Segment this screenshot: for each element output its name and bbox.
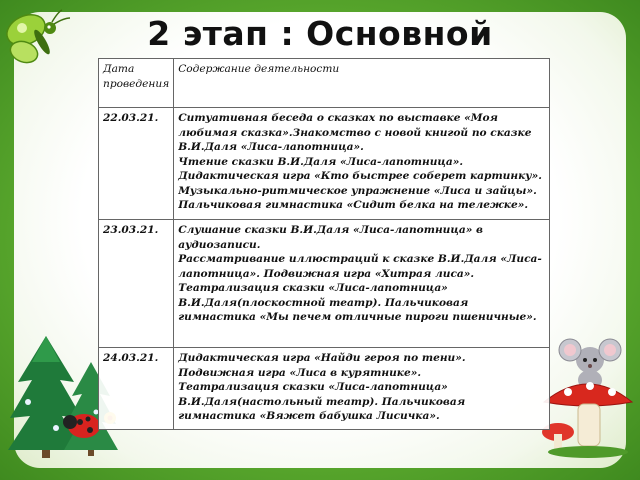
row-date: 23.03.21. xyxy=(99,220,174,348)
activity-line: Дидактическая игра «Найди героя по тени». xyxy=(178,352,466,364)
header-date: Дата проведения xyxy=(99,59,174,108)
activity-line: Ситуативная беседа о сказках по выставке «Моя любимая сказка».Знакомство с новой книгой по сказке В.И.Даля «Лиса-лапотница». xyxy=(178,112,532,153)
table-header-row xyxy=(99,59,550,108)
activity-line: Слушание сказки В.И.Даля «Лиса-лапотница» в аудиозаписи. xyxy=(178,224,484,251)
activity-line: Дидактическая игра «Кто быстрее соберет картинку». Музыкально-ритмическое упражнение «Лиса и зайцы». Пальчиковая гимнастика «Сидит белка на тележке». xyxy=(178,170,542,211)
mouse-on-mushroom-illustration xyxy=(540,336,636,460)
row-date: 22.03.21. xyxy=(99,108,174,220)
table-row xyxy=(99,220,550,348)
activity-line: Театрализация сказки «Лиса-лапотница» В.И.Даля(настольный театр). Пальчиковая гимнастика «Вяжет бабушка Лисичка». xyxy=(178,381,466,422)
activity-line: Подвижная игра «Лиса в курятнике». xyxy=(178,366,422,379)
slide-title: 2 этап : Основной xyxy=(147,14,493,53)
row-content xyxy=(174,220,550,348)
activity-plan-table xyxy=(98,58,550,430)
activity-line: Рассматривание иллюстраций к сказке В.И.Даля «Лиса-лапотница». Подвижная игра «Хитрая лиса». Театрализация сказки «Лиса-лапотница» В.И.Даля(плоскостной театр). Пальчиковая гимнастика «Мы печем отличные пироги пшеничные». xyxy=(178,253,542,323)
table-row xyxy=(99,108,550,220)
row-content xyxy=(174,108,550,220)
table-row xyxy=(99,348,550,430)
activity-line: Чтение сказки В.И.Даля «Лиса-лапотница». xyxy=(178,155,464,168)
row-date: 24.03.21. xyxy=(99,348,174,430)
header-content: Содержание деятельности xyxy=(174,59,550,108)
row-content xyxy=(174,348,550,430)
